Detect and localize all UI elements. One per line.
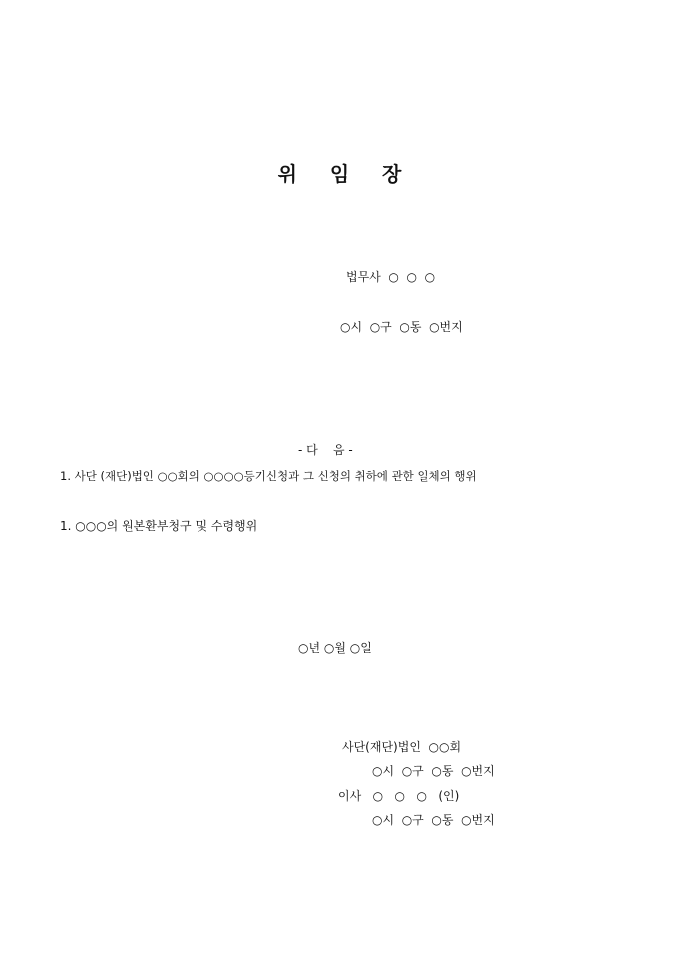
director-signature: 이사 ○ ○ ○ (인)	[338, 789, 460, 803]
agent-name: 법무사 ○ ○ ○	[346, 270, 436, 284]
director-address: ○시 ○구 ○동 ○번지	[372, 813, 495, 827]
item-2: 1. ○○○의 원본환부청구 및 수령행위	[60, 519, 258, 533]
item-1: 1. 사단 (재단)법인 ○○회의 ○○○○등기신청과 그 신청의 취하에 관한 일체의 행위	[60, 469, 477, 483]
agent-address: ○시 ○구 ○동 ○번지	[340, 320, 463, 334]
principal-organization: 사단(재단)법인 ○○회	[342, 740, 462, 754]
document-title: 위 임 장	[277, 162, 403, 186]
principal-address: ○시 ○구 ○동 ○번지	[372, 764, 495, 778]
section-heading: - 다 음 -	[298, 443, 353, 457]
document-date: ○년 ○월 ○일	[298, 641, 372, 655]
